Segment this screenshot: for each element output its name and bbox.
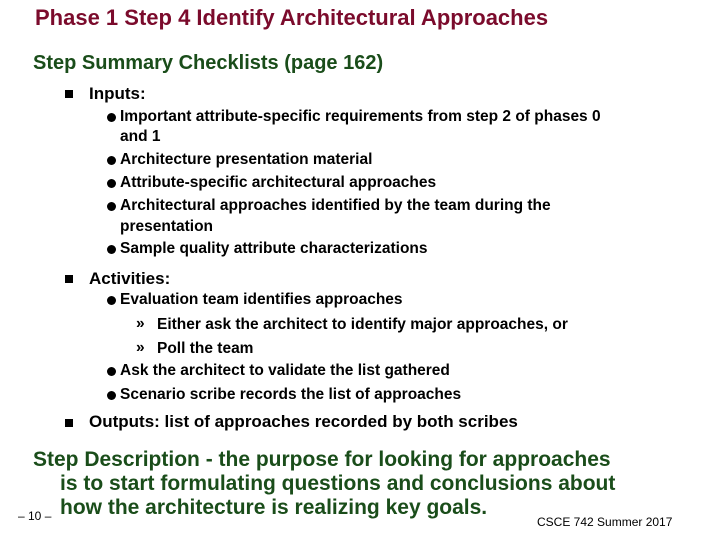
slide-title: Phase 1 Step 4 Identify Architectural Approaches — [35, 5, 549, 30]
activity-subitem: Poll the team — [157, 340, 254, 357]
round-bullet-icon — [107, 296, 116, 305]
activities-label: Activities: — [89, 269, 171, 288]
round-bullet-icon — [107, 179, 116, 188]
activity-item: Evaluation team identifies approaches — [120, 291, 403, 308]
outputs-line: Outputs: list of approaches recorded by both scribes — [89, 412, 518, 431]
input-item: Architectural approaches identified by the team during the — [120, 197, 551, 214]
activity-item: Ask the architect to validate the list gathered — [120, 362, 450, 379]
activity-subitem: Either ask the architect to identify major approaches, or — [157, 316, 568, 333]
round-bullet-icon — [107, 367, 116, 376]
input-item: Important attribute-specific requirements from step 2 of phases 0 — [120, 108, 601, 125]
description-line: is to start formulating questions and conclusions about — [60, 472, 616, 495]
input-item: Attribute-specific architectural approaches — [120, 174, 437, 191]
description-line: Step Description - the purpose for looking for approaches — [33, 448, 611, 471]
inputs-label: Inputs: — [89, 84, 146, 103]
input-item: Architecture presentation material — [120, 151, 373, 168]
round-bullet-icon — [107, 202, 116, 211]
round-bullet-icon — [107, 113, 116, 122]
round-bullet-icon — [107, 391, 116, 400]
page-number: – 10 – — [18, 509, 52, 523]
round-bullet-icon — [107, 245, 116, 254]
square-bullet-icon — [65, 419, 73, 427]
sub-bullet-marker: » — [136, 339, 145, 356]
square-bullet-icon — [65, 90, 73, 98]
sub-bullet-marker: » — [136, 315, 145, 332]
input-item-continued: and 1 — [120, 128, 161, 145]
course-footer: CSCE 742 Summer 2017 — [537, 515, 673, 529]
description-line: how the architecture is realizing key goals. — [60, 496, 488, 519]
square-bullet-icon — [65, 275, 73, 283]
activity-item: Scenario scribe records the list of approaches — [120, 386, 462, 403]
round-bullet-icon — [107, 156, 116, 165]
input-item: Sample quality attribute characterizations — [120, 240, 428, 257]
checklist-heading: Step Summary Checklists (page 162) — [33, 52, 384, 74]
input-item-continued: presentation — [120, 218, 214, 235]
